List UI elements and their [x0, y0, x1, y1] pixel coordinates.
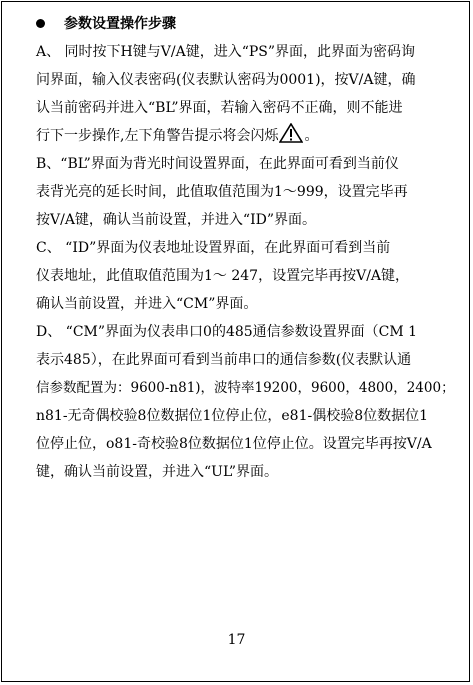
- paragraph-d: [36, 318, 456, 486]
- section-heading-text: 参数设置操作步骤: [64, 16, 176, 32]
- paragraph-line: 确认当前设置，并进入“CM”界面。: [36, 296, 258, 312]
- section-heading: [36, 10, 456, 38]
- paragraph-line: D、 “CM”界面为仪表串口0的485通信参数设置界面（CM 1: [36, 324, 418, 340]
- paragraph-line: C、 “ID”界面为仪表地址设置界面，在此界面可看到当前: [36, 240, 391, 256]
- page-number: 17: [227, 632, 246, 648]
- paragraph-line: [36, 122, 456, 150]
- paragraph-line: A、 同时按下H键与V/A键，进入“PS”界面，此界面为密码询: [36, 44, 416, 60]
- document-body: [36, 10, 456, 486]
- paragraph-a: [36, 38, 456, 150]
- paragraph-line: 仪表地址，此值取值范围为1～ 247，设置完毕再按V/A键，: [36, 268, 410, 284]
- paragraph-line: B、“BL”界面为背光时间设置界面，在此界面可看到当前仪: [36, 156, 399, 172]
- paragraph-line: 表背光亮的延长时间，此值取值范围为1～999，设置完毕再: [36, 184, 408, 200]
- paragraph-line: n81-无奇偶校验8位数据位1位停止位，e81-偶校验8位数据位1: [36, 408, 429, 424]
- bullet-icon: [36, 19, 45, 28]
- paragraph-line: 问界面，输入仪表密码(仪表默认密码为0001)，按V/A键，确: [36, 72, 416, 88]
- paragraph-c: [36, 234, 456, 318]
- paragraph-line: 按V/A键，确认当前设置，并进入“ID”界面。: [36, 212, 317, 228]
- paragraph-line-text: 行下一步操作,左下角警告提示将会闪烁: [36, 128, 279, 144]
- paragraph-line-text: 。: [304, 128, 319, 144]
- paragraph-line: 认当前密码并进入“BL”界面，若输入密码不正确，则不能进: [36, 100, 403, 116]
- warning-triangle-icon: [279, 123, 303, 143]
- paragraph-line: 键，确认当前设置，并进入“UL”界面。: [36, 464, 279, 480]
- paragraph-line: 表示485），在此界面可看到当前串口的通信参数(仪表默认通: [36, 352, 412, 368]
- paragraph-b: [36, 150, 456, 234]
- paragraph-line: 位停止位，o81-奇校验8位数据位1位停止位。设置完毕再按V/A: [36, 436, 432, 452]
- paragraph-line: 信参数配置为：9600-n81)，波特率19200，9600，4800，2400；: [36, 380, 455, 396]
